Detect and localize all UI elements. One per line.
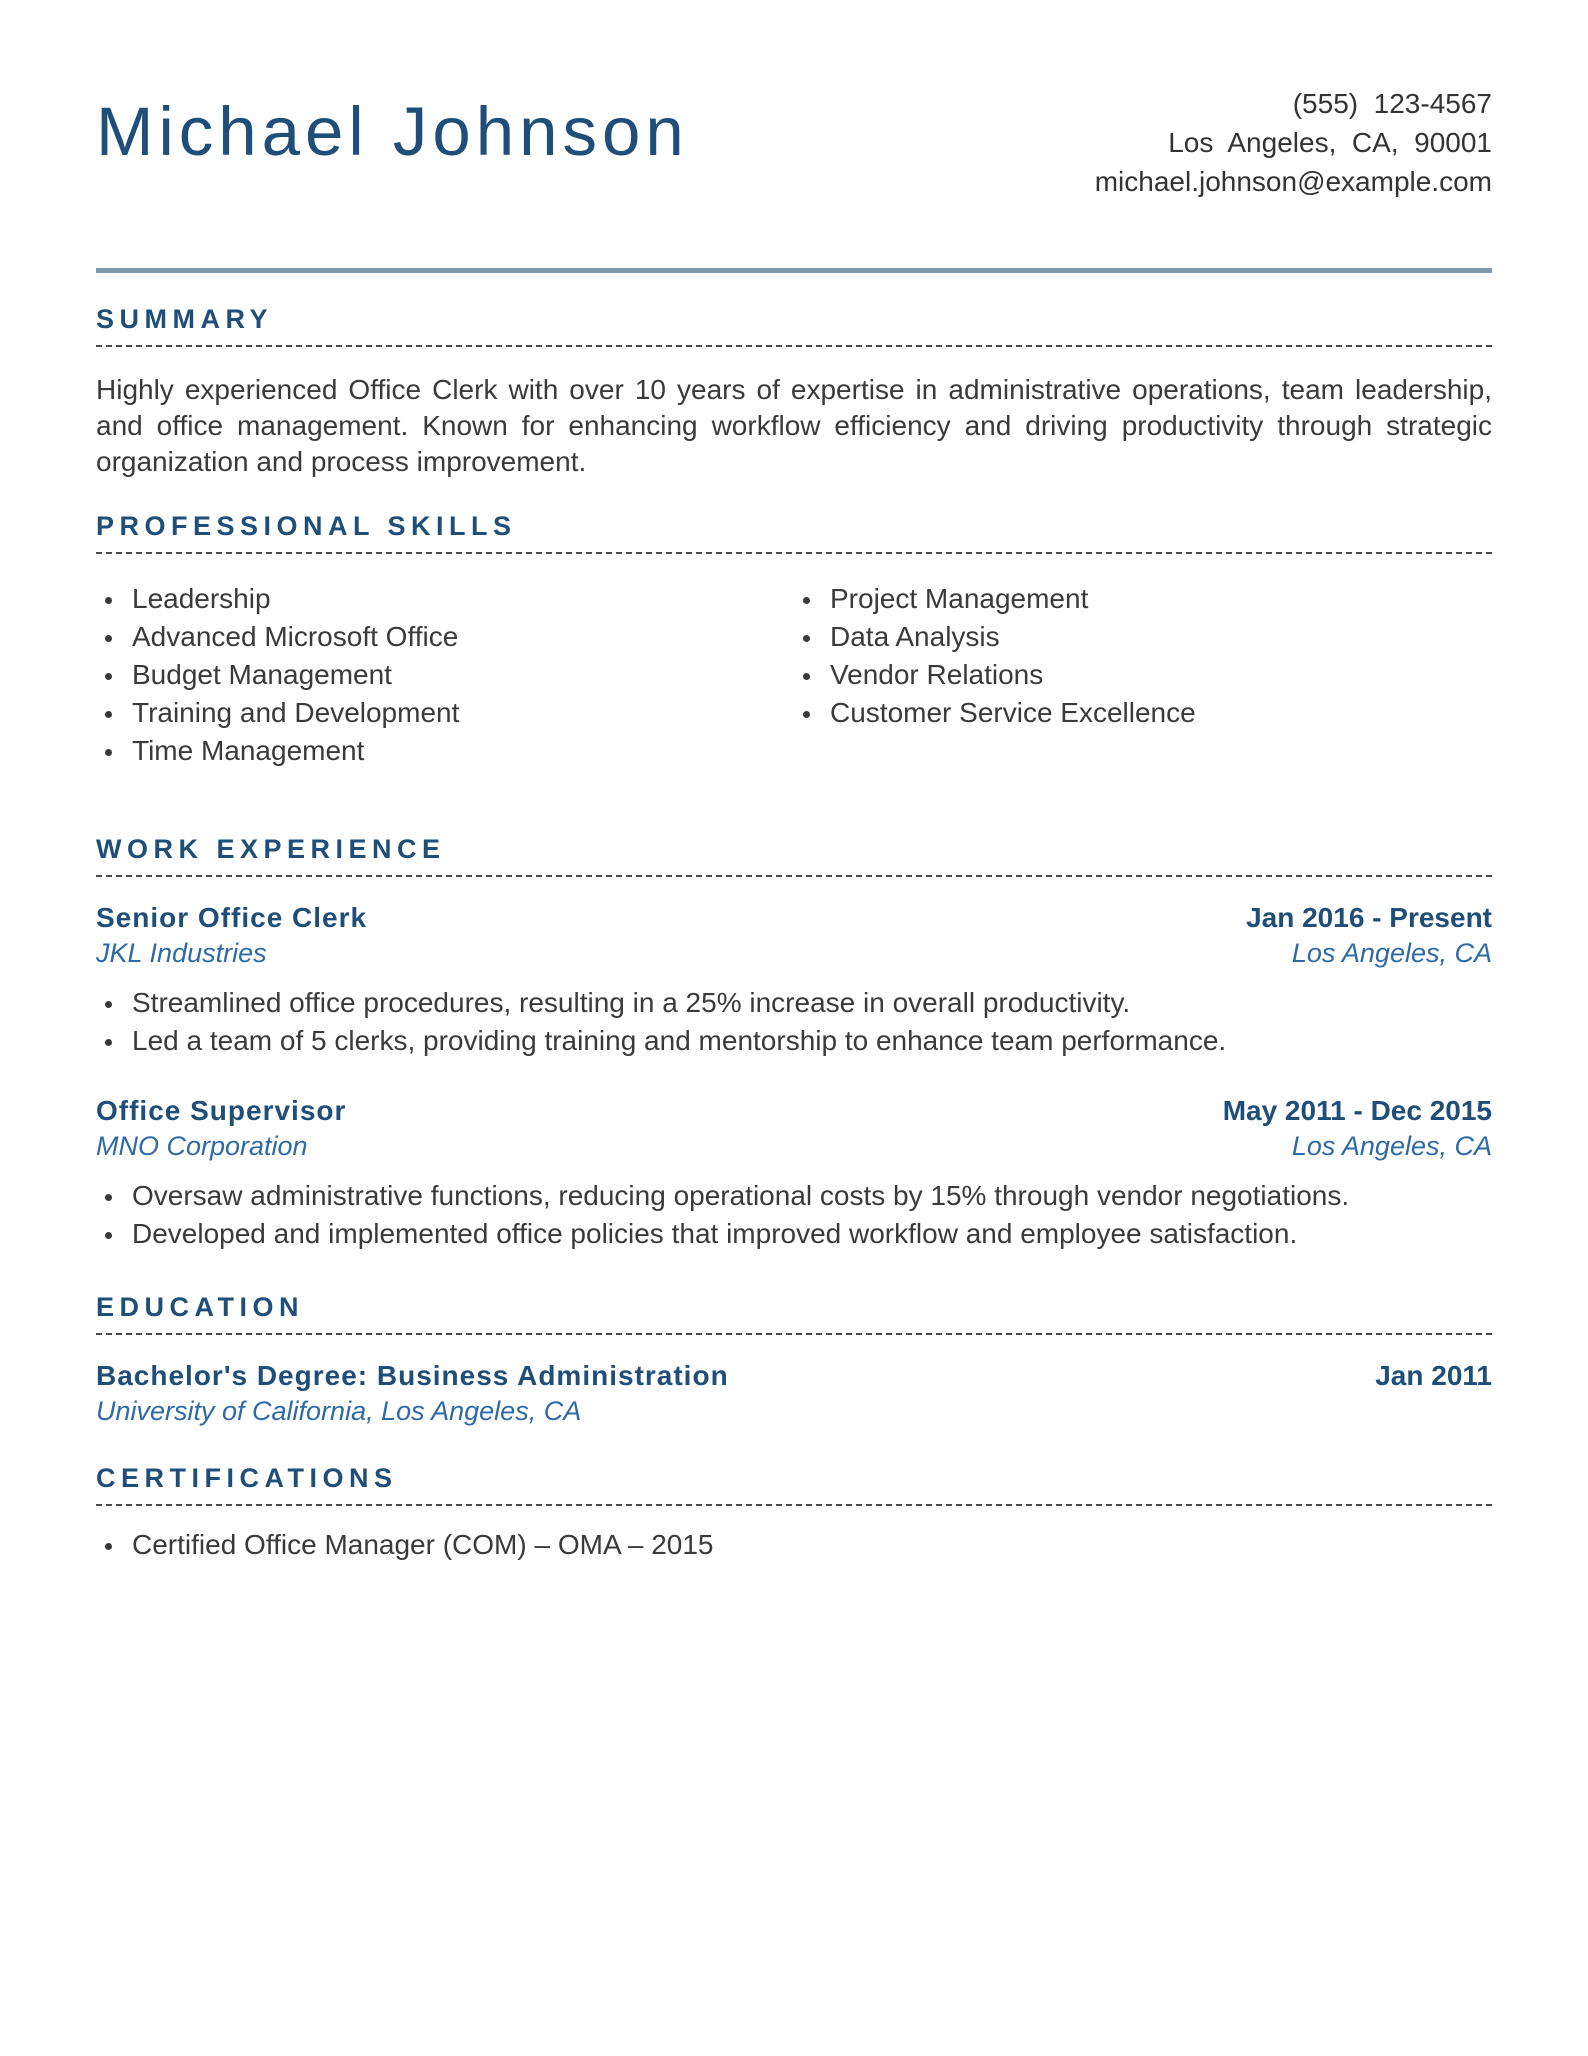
education-degree: Bachelor's Degree: Business Administration xyxy=(96,1360,729,1391)
education-subheader xyxy=(96,1396,1492,1427)
job-bullet: Developed and implemented office policies that improved workflow and employee satisfaction. xyxy=(96,1215,1492,1253)
job-dates: May 2011 - Dec 2015 xyxy=(1222,1095,1492,1126)
certifications-list xyxy=(96,1526,1492,1564)
job-title: Office Supervisor xyxy=(96,1095,347,1126)
job-bullets xyxy=(96,984,1492,1060)
contact-phone: (555) 123-4567 xyxy=(1292,88,1492,119)
contact-location: Los Angeles, CA, 90001 xyxy=(1168,127,1492,158)
job-bullet: Streamlined office procedures, resulting in a 25% increase in overall productivity. xyxy=(96,984,1492,1022)
header-divider xyxy=(96,268,1492,273)
job-company: MNO Corporation xyxy=(96,1131,308,1161)
job-header xyxy=(96,902,1492,934)
certification-item: Certified Office Manager (COM) – OMA – 2015 xyxy=(96,1526,1492,1564)
education-header xyxy=(96,1360,1492,1392)
job-bullet: Oversaw administrative functions, reducing operational costs by 15% through vendor negotiations. xyxy=(96,1177,1492,1215)
section-title-experience: WORK EXPERIENCE xyxy=(96,834,1492,877)
job-bullet: Led a team of 5 clerks, providing training and mentorship to enhance team performance. xyxy=(96,1022,1492,1060)
skills-list-left xyxy=(96,580,459,770)
job-subheader xyxy=(96,1131,1492,1162)
job-bullets xyxy=(96,1177,1492,1253)
candidate-name: Michael Johnson xyxy=(96,93,689,170)
section-title-skills: PROFESSIONAL SKILLS xyxy=(96,511,1492,554)
job-location: Los Angeles, CA xyxy=(1291,1131,1492,1161)
skills-list-right xyxy=(794,580,1196,732)
education-date: Jan 2011 xyxy=(1375,1360,1492,1391)
contact-email[interactable]: michael.johnson@example.com xyxy=(1094,166,1492,197)
section-title-summary: SUMMARY xyxy=(96,304,1492,347)
skill-item: Vendor Relations xyxy=(794,656,1196,694)
skill-item: Advanced Microsoft Office xyxy=(96,618,459,656)
job-header xyxy=(96,1095,1492,1127)
skill-item: Time Management xyxy=(96,732,459,770)
skill-item: Budget Management xyxy=(96,656,459,694)
skill-item: Customer Service Excellence xyxy=(794,694,1196,732)
skill-item: Training and Development xyxy=(96,694,459,732)
job-company: JKL Industries xyxy=(96,938,267,968)
job-location: Los Angeles, CA xyxy=(1291,938,1492,968)
section-title-certifications: CERTIFICATIONS xyxy=(96,1463,1492,1506)
job-dates: Jan 2016 - Present xyxy=(1246,902,1492,933)
job-subheader xyxy=(96,938,1492,969)
summary-text: Highly experienced Office Clerk with over 10 years of expertise in administrative operations, team leadership, and office management. Known for enhancing workflow efficiency and driving productivity through strategic organization and process improvement. xyxy=(96,374,1492,477)
skill-item: Data Analysis xyxy=(794,618,1196,656)
contact-info xyxy=(1095,84,1492,201)
education-school: University of California, Los Angeles, CA xyxy=(96,1396,582,1426)
section-title-education: EDUCATION xyxy=(96,1292,1492,1335)
skill-item: Project Management xyxy=(794,580,1196,618)
job-title: Senior Office Clerk xyxy=(96,902,368,933)
skill-item: Leadership xyxy=(96,580,459,618)
